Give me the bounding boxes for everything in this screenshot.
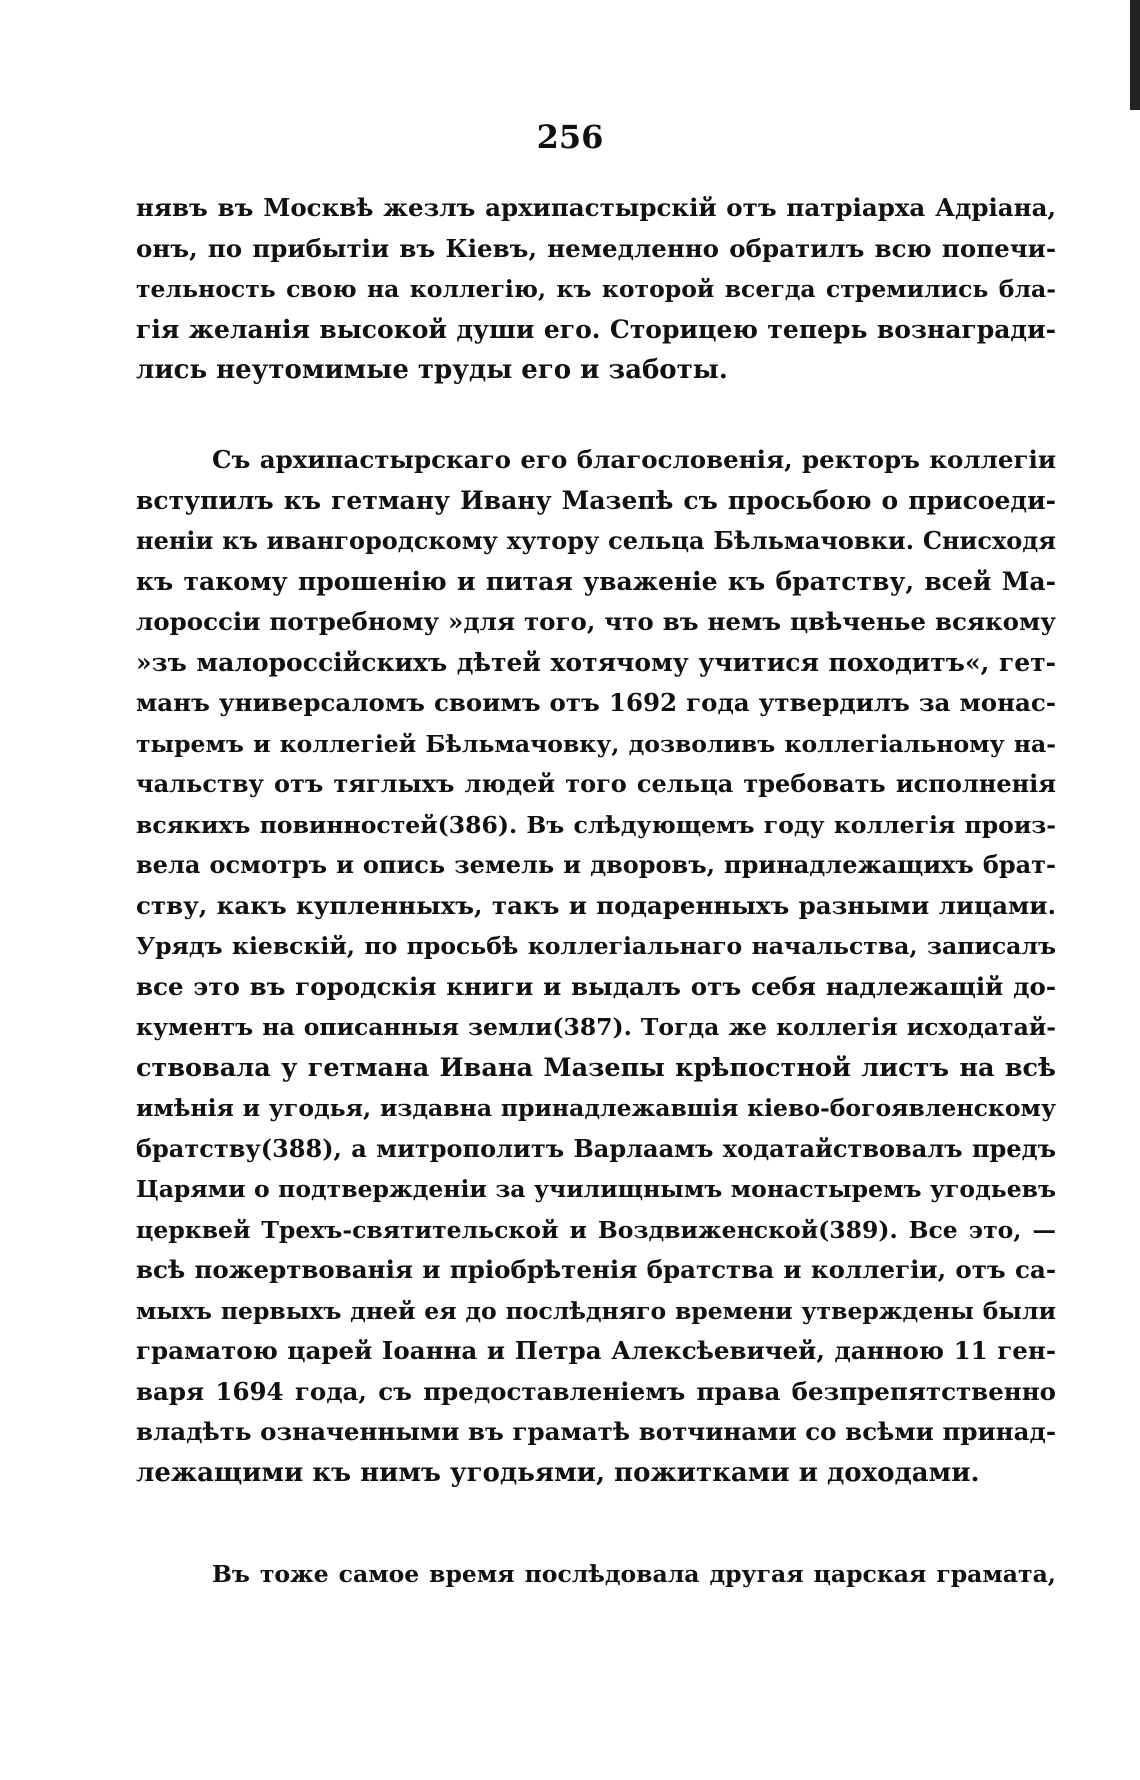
text-line: вступилъ къ гетману Ивану Мазепѣ съ просьбою о присоеди- xyxy=(136,485,1056,515)
text-line: »зъ малороссійскихъ дѣтей хотячому учитися походитъ«, гет- xyxy=(136,647,1056,677)
text-line: лороссіи потребному »для того, что въ немъ цвѣченье всякому xyxy=(136,607,1056,636)
text-line: ству, какъ купленныхъ, такъ и подаренныхъ разными лицами. xyxy=(136,890,1056,920)
text-line: всякихъ повинностей(386). Въ слѣдующемъ году коллегія произ- xyxy=(136,810,1056,839)
text-line: лись неутомимые труды его и заботы. xyxy=(136,355,728,385)
text-line: мыхъ первыхъ дней ея до послѣдняго времени утверждены были xyxy=(136,1296,1056,1325)
text-line: неніи къ ивангородскому хутору сельца Бѣльмачовки. Снисходя xyxy=(136,526,1056,555)
scan-edge-mark xyxy=(1130,0,1140,110)
paragraph-3 xyxy=(136,1554,1056,1595)
text-line: нявъ въ Москвѣ жезлъ архипастырскій отъ патріарха Адріана, xyxy=(136,193,1056,222)
text-line: вела осмотръ и опись земель и дворовъ, принадлежащихъ брат- xyxy=(136,850,1056,879)
text-line: владѣть означенными въ граматѣ вотчинами со всѣми принад- xyxy=(136,1417,1056,1446)
text-line: все это въ городскія книги и выдалъ отъ себя надлежащій до- xyxy=(136,971,1056,1001)
text-line: лежащими къ нимъ угодьями, пожитками и доходами. xyxy=(136,1457,980,1488)
text-line: гія желанія высокой души его. Сторицею теперь вознагради- xyxy=(136,314,1056,344)
text-line: Въ тоже самое время послѣдовала другая царская грамата, xyxy=(212,1560,1056,1588)
text-line: ствовала у гетмана Ивана Мазепы крѣпостной листъ на всѣ xyxy=(136,1052,1056,1083)
page-number: 256 xyxy=(536,118,604,156)
text-line: всѣ пожертвованія и пріобрѣтенія братства и коллегіи, отъ са- xyxy=(136,1255,1056,1284)
text-line: Царями о подтвержденіи за училищнымъ монастыремъ угодьевъ xyxy=(136,1175,1056,1203)
text-line: кументъ на описанныя земли(387). Тогда же коллегія исходатай- xyxy=(136,1013,1056,1041)
text-line: тыремъ и коллегіей Бѣльмачовку, дозволивъ коллегіальному на- xyxy=(136,729,1056,758)
text-line: манъ универсаломъ своимъ отъ 1692 года утвердилъ за монас- xyxy=(136,688,1056,717)
text-line: къ такому прошенію и питая уваженіе къ братству, всей Ма- xyxy=(136,566,1056,596)
text-line: Урядъ кіевскій, по просьбѣ коллегіальнаго начальства, записалъ xyxy=(136,932,1056,960)
paragraph-1 xyxy=(136,188,1056,391)
text-line: онъ, по прибытіи въ Кіевъ, немедленно обратилъ всю попечи- xyxy=(136,233,1056,263)
text-line: варя 1694 года, съ предоставленіемъ права безпрепятственно xyxy=(136,1376,1056,1406)
paragraph-2 xyxy=(136,440,1056,1493)
text-line: церквей Трехъ-святительской и Воздвиженской(389). Все это, — xyxy=(136,1215,1056,1244)
text-line: граматою царей Іоанна и Петра Алексѣевичей, данною 11 ген- xyxy=(136,1336,1056,1365)
text-line: братству(388), а митрополитъ Варлаамъ ходатайствовалъ предъ xyxy=(136,1133,1056,1163)
text-line: имѣнія и угодья, издавна принадлежавшія кіево-богоявленскому xyxy=(136,1094,1056,1122)
text-line: чальству отъ тяглыхъ людей того сельца требовать исполненія xyxy=(136,769,1056,798)
text-line: тельность свою на коллегію, къ которой всегда стремились бла- xyxy=(136,275,1056,303)
text-line: Съ архипастырскаго его благословенія, ректоръ коллегіи xyxy=(212,445,1056,474)
